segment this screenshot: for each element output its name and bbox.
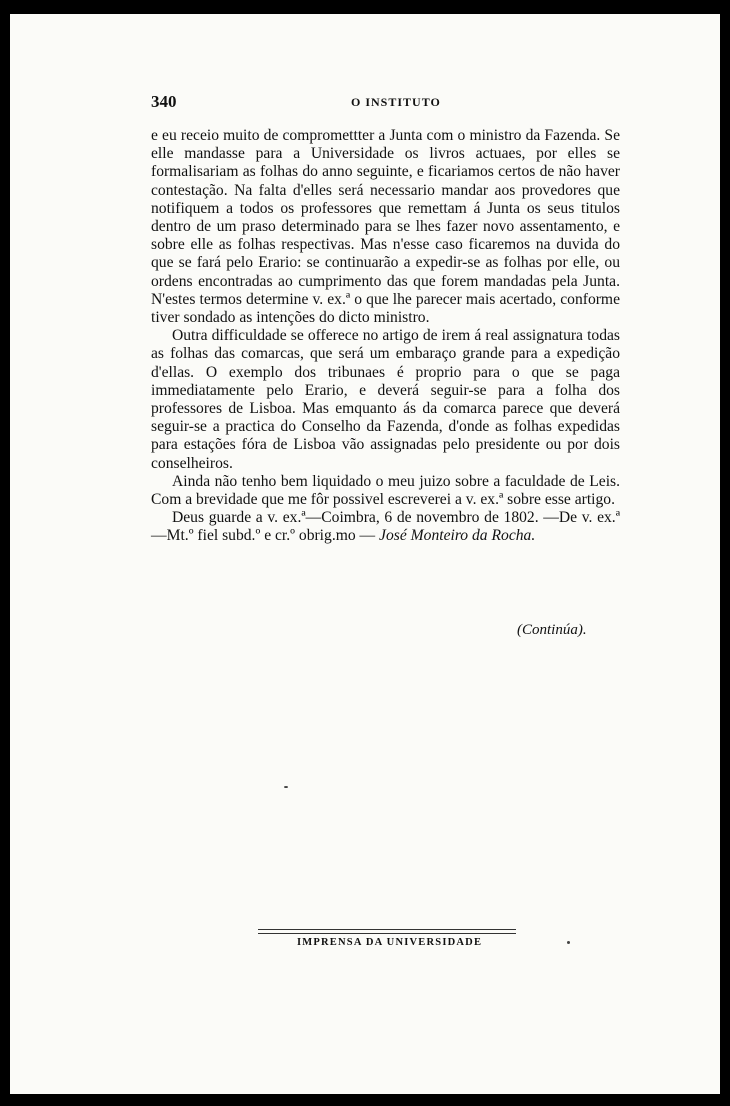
- signature: José Monteiro da Rocha.: [379, 527, 536, 545]
- footer-rule: [258, 929, 516, 934]
- continua-note: (Continúa).: [517, 622, 587, 638]
- running-title: O INSTITUTO: [351, 95, 441, 109]
- print-speck: [284, 786, 288, 788]
- print-speck: [567, 941, 570, 944]
- page-header: [151, 92, 621, 114]
- paragraph-1: e eu receio muito de compromettter a Junta com o ministro da Fazenda. Se elle mandasse para a Universidade os livros actuaes, por elles se formalisariam as folhas do anno seguinte, e ficariamos certos de não haver contestação. Na falta d'elles será necessario mandar aos provedores que notifiquem a todos os professores que remettam á Junta os seus titulos dentro de um praso determinado para se lhes fazer novo assentamento, e sobre elle as folhas respectivas. Mas n'esse caso ficaremos na duvida do que se fará pelo Erario: se continuarão a expedir-se as folhas por elle, ou ordens encontradas ao cumprimento das que forem mandadas pela Junta. N'estes termos determine v. ex.ª o que lhe parecer mais acertado, conforme tiver sondado as intenções do dicto ministro.: [151, 127, 620, 327]
- closing-text: Deus guarde a v. ex.ª—Coimbra, 6 de novembro de 1802. —De v. ex.ª—Mt.º fiel subd.º e cr.º obrig.mo —: [151, 509, 620, 545]
- paragraph-3: Ainda não tenho bem liquidado o meu juizo sobre a faculdade de Leis. Com a brevidade que me fôr possivel escreverei a v. ex.ª sobre esse artigo.: [151, 472, 620, 509]
- body-text: [151, 127, 620, 546]
- closing-paragraph: [151, 509, 620, 545]
- paragraph-2: Outra difficuldade se offerece no artigo de irem á real assignatura todas as folhas das comarcas, que será um embaraço grande para a expedição d'ellas. O exemplo dos tribunaes é proprio para o que se paga immediatamente pelo Erario, e deverá seguir-se para a folha dos professores de Lisboa. Mas emquanto ás da comarca parece que deverá seguir-se a practica do Conselho da Fazenda, d'onde as folhas expedidas para estações fóra de Lisboa vão assignadas pelo presidente ou por dois conselheiros.: [151, 327, 620, 472]
- page-number: 340: [151, 92, 177, 111]
- imprint: IMPRENSA DA UNIVERSIDADE: [297, 937, 483, 948]
